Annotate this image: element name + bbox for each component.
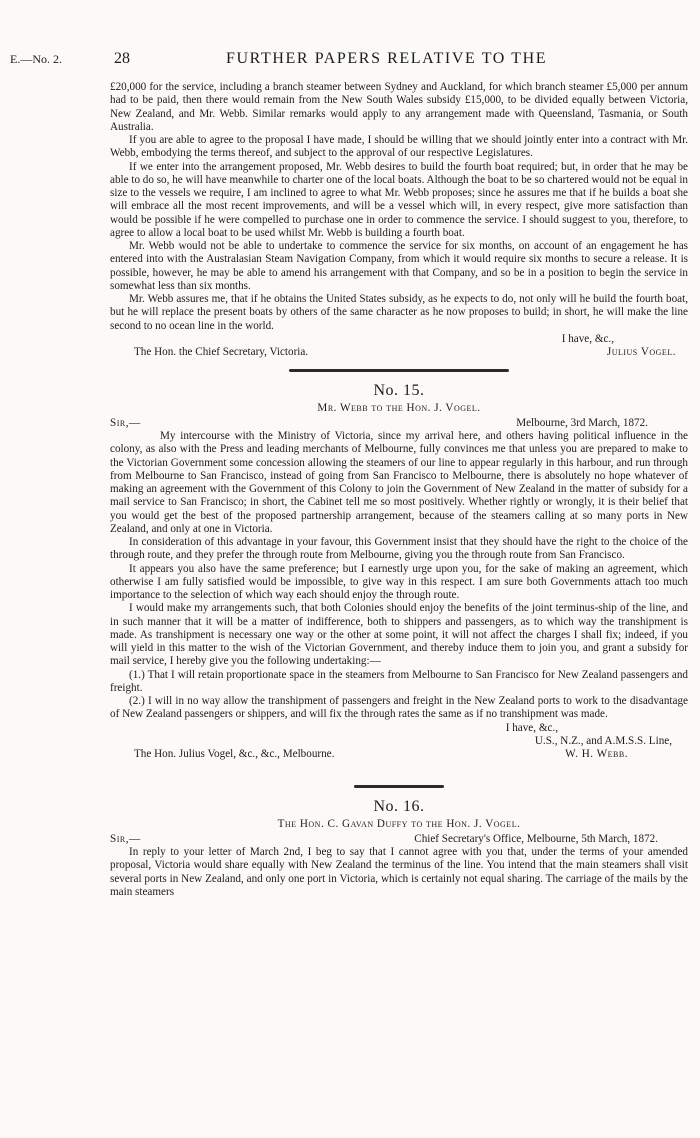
dateline: Melbourne, 3rd March, 1872.	[516, 416, 648, 429]
letter-16	[110, 800, 688, 899]
dateline: Chief Secretary's Office, Melbourne, 5th March, 1872.	[414, 832, 658, 845]
paragraph: Mr. Webb would not be able to undertake to commence the service for six months, on account of an engagement he has entered into with the Australasian Steam Navigation Company, from which it would require six months to secure a release. It is possible, however, he may be able to amend his arrangement with that Company, and so be in a position to begin the service in somewhat less than six months.	[110, 240, 688, 292]
running-title: FURTHER PAPERS RELATIVE TO THE	[226, 50, 548, 67]
section-divider	[354, 785, 444, 788]
document-body	[110, 81, 688, 899]
letter-subtitle: The Hon. C. Gavan Duffy to the Hon. J. Vogel.	[277, 817, 521, 830]
parliamentary-ref: E.—No. 2.	[10, 52, 62, 66]
closing: I have, &c.,	[505, 721, 558, 734]
salutation: Sir,—	[110, 832, 141, 845]
paragraph: In consideration of this advantage in your favour, this Government insist that they should have the right to the choice of the through route, and they prefer the through route from Melbourne, giving you the through route from San Francisco.	[110, 536, 688, 562]
section-divider	[289, 369, 509, 372]
paragraph: (2.) I will in no way allow the transhipment of passengers and freight in the New Zealand ports to work to the disadvantage of New Zealand passengers or shippers, and will fix the through rates the same as if no transhipment was made.	[110, 695, 688, 721]
signature: W. H. Webb.	[565, 748, 628, 760]
paragraph: I would make my arrangements such, that both Colonies should enjoy the benefits of the joint terminus-ship of the line, and in such manner that it will be a matter of indifference, both to shippers and passengers, as to which way the transhipment is made. As transhipment is necessary one way or the other at some point, it will not affect the charges I shall fix; indeed, if you will yield in this matter to the wish of the Victorian Government, and thereby induce them to join you, and grant a subsidy for mail service, I hereby give you the following undertaking:—	[110, 602, 688, 668]
paragraph: Mr. Webb assures me, that if he obtains the United States subsidy, as he expects to do, not only will he build the fourth boat, but he will replace the present boats by others of the same character as he now proposes to build; in short, he will make the line second to no ocean line in the world.	[110, 293, 688, 332]
page-header	[0, 50, 700, 72]
signature-line	[110, 346, 688, 359]
addressee: The Hon. the Chief Secretary, Victoria.	[134, 346, 309, 358]
salutation: Sir,—	[110, 416, 141, 429]
salutation-line	[110, 833, 688, 846]
letter-14-continued	[110, 81, 688, 359]
paragraph: In reply to your letter of March 2nd, I beg to say that I cannot agree with you that, under the terms of your amended proposal, Victoria would share equally with New Zealand the terminus of the line. You intend that the main steamers shall visit several ports in New Zealand, and only one port in Victoria, which is certainly not equal sharing. The carriage of the mails by the main steamers	[110, 846, 688, 898]
paragraph: It appears you also have the same preference; but I earnestly urge upon you, for the sake of making an agreement, which otherwise I am fully satisfied would be impossible, to give way in this respect. I am sure both Governments attach too much importance to the selection of which way each should enjoy the through route.	[110, 562, 688, 601]
paragraph: (1.) That I will retain proportionate space in the steamers from Melbourne to San Francisco for New Zealand passengers and freight.	[110, 668, 688, 694]
letter-number: No. 16.	[373, 798, 425, 816]
paragraph: £20,000 for the service, including a branch steamer between Sydney and Auckland, for which branch steamer £5,000 per annum had to be paid, then there would remain from the New South Wales subsidy £15,000, to be divided equally between Victoria, New Zealand, and Mr. Webb. Similar remarks would apply to any arrangement made with Queensland, Tasmania, or South Australia.	[110, 81, 688, 133]
signature: Julius Vogel.	[606, 346, 676, 358]
letter-15	[110, 384, 688, 761]
paragraph: If we enter into the arrangement proposed, Mr. Webb desires to build the fourth boat required; but, in order that he may be able to do so, he will have meanwhile to charter one of the local boats. Although the boat to be so chartered would not be equal in size to the vessels we require, I am inclined to agree to what Mr. Webb proposes; since he assures me that if he builds a boat she will embrace all the most recent improvements, and will be a vessel which will, in every respect, give more satisfaction than would be possible if he were compelled to purchase one in order to commence the service. I should suggest to you, therefore, to agree to allow a local boat to be used whilst Mr. Webb is building a fourth boat.	[110, 160, 688, 239]
paragraph: If you are able to agree to the proposal I have made, I should be willing that we should jointly enter into a contract with Mr. Webb, embodying the terms thereof, and subject to the approval of our respective Legislatures.	[110, 134, 688, 160]
salutation-line	[110, 417, 688, 430]
paragraph: My intercourse with the Ministry of Victoria, since my arrival here, and others having political influence in the colony, as also with the Press and leading merchants of Melbourne, fully convinces me that unless you are prepared to make to the Victorian Government some concession allowing the steamers of our line to appear regularly in this harbour, and run through from Melbourne to San Francisco, instead of going from San Francisco to Melbourne, there is absolutely no hope whatever of making an agreement with the Government of this Colony to join the Government of New Zealand in the matter of subsidy for a mail service to San Francisco; in short, the Cabinet tell me so most positively. Whether rightly or wrongly, it is their belief that you would get the best of the proposed partnership arrangement, because of the steamers calling at so many ports in New Zealand, and only at one in Victoria.	[110, 430, 688, 535]
letter-subtitle: Mr. Webb to the Hon. J. Vogel.	[317, 401, 481, 414]
signature-line	[110, 748, 688, 761]
addressee: The Hon. Julius Vogel, &c., &c., Melbourne.	[134, 748, 335, 760]
letter-number: No. 15.	[373, 382, 425, 400]
page-number: 28	[114, 50, 130, 67]
company-name: U.S., N.Z., and A.M.S.S. Line,	[534, 734, 672, 747]
closing: I have, &c.,	[561, 332, 614, 345]
